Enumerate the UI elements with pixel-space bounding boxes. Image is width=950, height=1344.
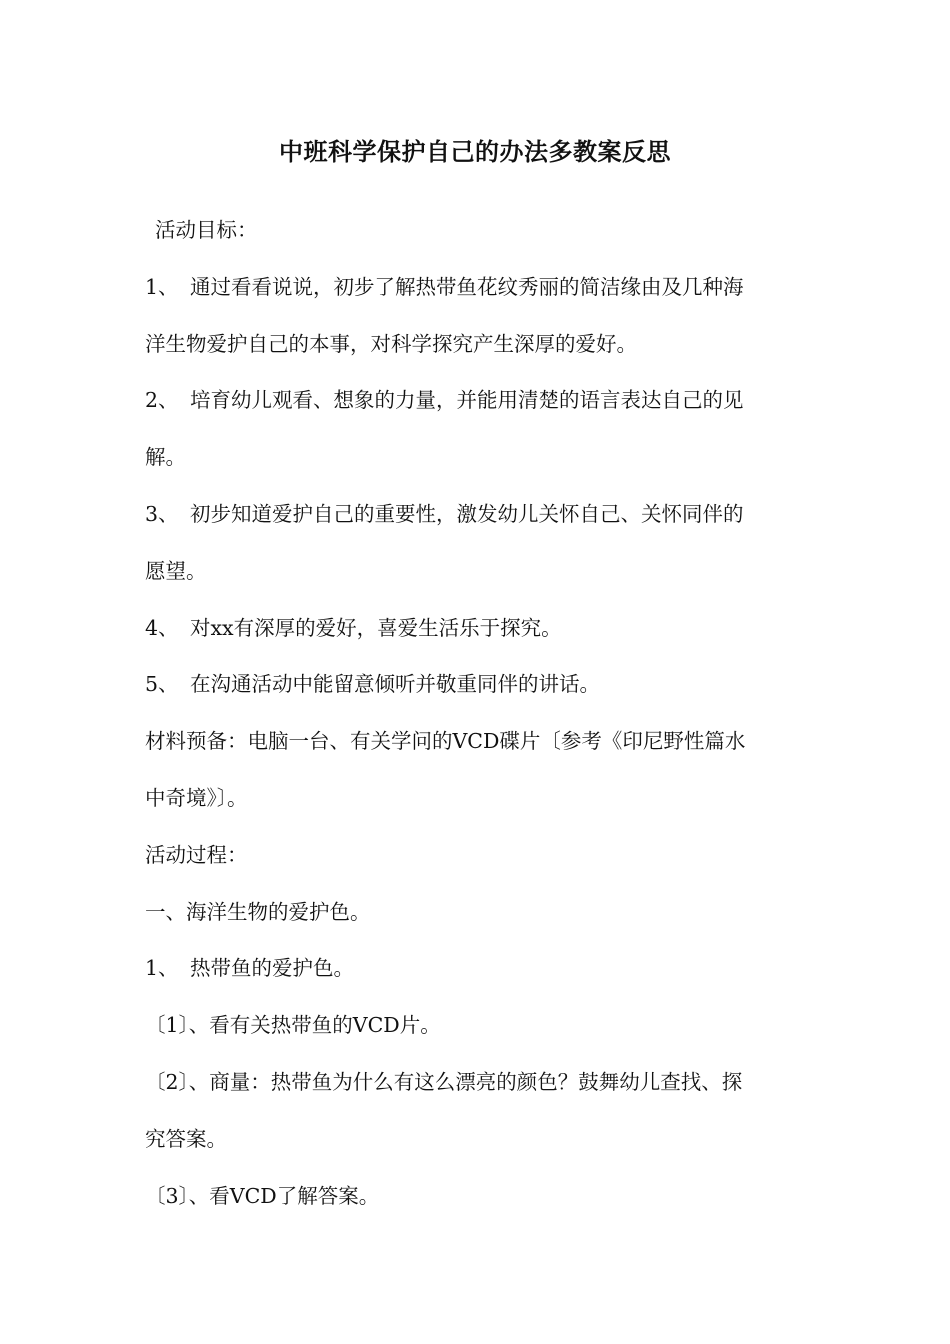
section-1-item-1-number: 1、: [145, 956, 179, 981]
materials-line-1: 材料预备：电脑一台、有关学问的VCD碟片〔参考《印尼野性篇水: [145, 729, 746, 754]
goal-item-3-number: 3、: [145, 501, 179, 526]
goal-item-2-number: 2、: [145, 388, 179, 413]
goal-item-4-number: 4、: [145, 615, 179, 640]
goal-item-2-text: 培育幼儿观看、想象的力量，并能用清楚的语言表达自己的见: [190, 388, 744, 413]
step-3: 〔3〕、看VCD了解答案。: [145, 1183, 380, 1208]
goal-item-5-text: 在沟通活动中能留意倾听并敬重同伴的讲话。: [190, 672, 600, 697]
goal-item-5: [145, 656, 810, 713]
section-1-item-1-text: 热带鱼的爱护色。: [190, 956, 354, 981]
step-2-line-2: 究答案。: [145, 1126, 227, 1151]
goal-item-4: [145, 600, 810, 657]
process-heading: 活动过程：: [145, 842, 248, 867]
goal-item-1-line-2: 洋生物爱护自己的本事，对科学探究产生深厚的爱好。: [145, 331, 637, 356]
goal-item-2-line-1: [145, 372, 810, 429]
step-1: 〔1〕、看有关热带鱼的VCD片。: [145, 1013, 441, 1038]
goal-item-1-number: 1、: [145, 274, 179, 299]
goal-item-3-line-2: 愿望。: [145, 558, 207, 583]
step-2-line-1: 〔2〕、商量：热带鱼为什么有这么漂亮的颜色？鼓舞幼儿查找、探: [145, 1069, 743, 1094]
document-body: [145, 202, 810, 1224]
goal-item-5-number: 5、: [145, 672, 179, 697]
goal-item-1-line-1: [145, 259, 810, 316]
section-1-heading: 一、海洋生物的爱护色。: [145, 899, 371, 924]
section-1-item-1: [145, 940, 810, 997]
goal-heading: 活动目标：: [155, 218, 258, 242]
document-title: 中班科学保护自己的办法多教案反思: [279, 137, 671, 166]
goal-item-1-text: 通过看看说说，初步了解热带鱼花纹秀丽的简洁缘由及几种海: [190, 274, 744, 299]
goal-item-4-text: 对xx有深厚的爱好，喜爱生活乐于探究。: [190, 615, 562, 640]
materials-line-2: 中奇境》〕。: [145, 785, 248, 810]
goal-item-3-text: 初步知道爱护自己的重要性，激发幼儿关怀自己、关怀同伴的: [190, 501, 744, 526]
goal-item-2-line-2: 解。: [145, 445, 186, 470]
goal-item-3-line-1: [145, 486, 810, 543]
